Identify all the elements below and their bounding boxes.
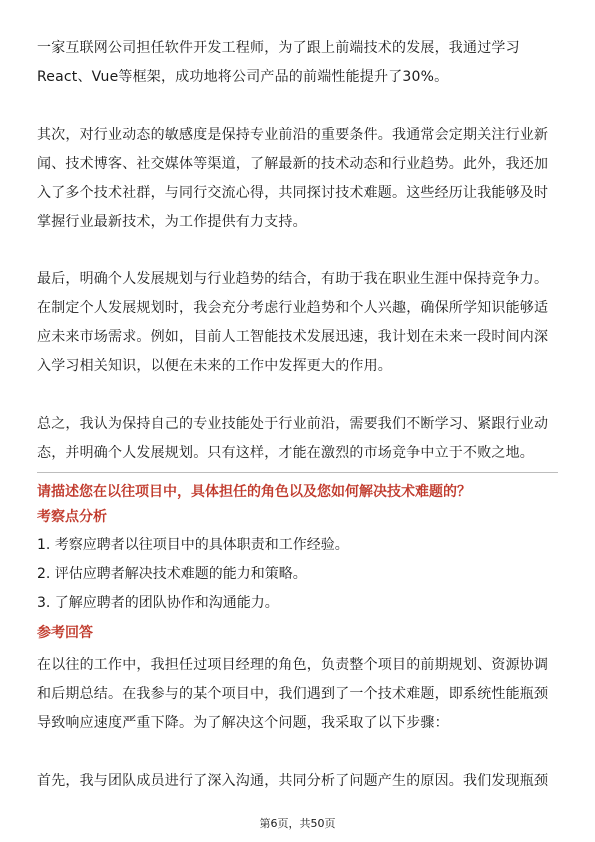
list-item: 3. 了解应聘者的团队协作和沟通能力。 bbox=[37, 595, 279, 611]
answer-paragraph-1: 在以往的工作中，我担任过项目经理的角色，负责整个项目的前期规划、资源协调和后期总结。在我参与的某个项目中，我们遇到了一个技术难题，即系统性能瓶颈导致响应速度严重下降。为了解决这个问题，我采取了以下步骤： bbox=[37, 657, 549, 731]
page-number: 第6页，共50页 bbox=[259, 817, 336, 830]
answer-paragraph-2: 首先，我与团队成员进行了深入沟通，共同分析了问题产生的原因。我们发现瓶颈 bbox=[37, 773, 549, 789]
analysis-title: 考察点分析 bbox=[37, 509, 107, 525]
paragraph-3: 最后，明确个人发展规划与行业趋势的结合，有助于我在职业生涯中保持竞争力。在制定个人发展规划时，我会充分考虑行业趋势和个人兴趣，确保所学知识能够适应未来市场需求。例如，目前人工智能技术发展迅速，我计划在未来一段时间内深入学习相关知识，以便在未来的工作中发挥更大的作用。 bbox=[37, 271, 549, 374]
section-divider bbox=[37, 472, 558, 473]
paragraph-4: 总之，我认为保持自己的专业技能处于行业前沿，需要我们不断学习、紧跟行业动态，并明确个人发展规划。只有这样，才能在激烈的市场竞争中立于不败之地。 bbox=[37, 416, 549, 461]
paragraph-1: 一家互联网公司担任软件开发工程师，为了跟上前端技术的发展，我通过学习React、Vue等框架，成功地将公司产品的前端性能提升了30%。 bbox=[37, 40, 520, 85]
list-item: 2. 评估应聘者解决技术难题的能力和策略。 bbox=[37, 566, 307, 582]
analysis-list bbox=[37, 531, 558, 618]
answer-title: 参考回答 bbox=[37, 625, 93, 641]
paragraph-2: 其次，对行业动态的敏感度是保持专业前沿的重要条件。我通常会定期关注行业新闻、技术博客、社交媒体等渠道，了解最新的技术动态和行业趋势。此外，我还加入了多个技术社群，与同行交流心得，共同探讨技术难题。这些经历让我能够及时掌握行业最新技术，为工作提供有力支持。 bbox=[37, 127, 549, 230]
document-page bbox=[37, 34, 558, 796]
list-item: 1. 考察应聘者以往项目中的具体职责和工作经验。 bbox=[37, 537, 349, 553]
interview-question: 请描述您在以往项目中，具体担任的角色以及您如何解决技术难题的？ bbox=[37, 484, 471, 500]
